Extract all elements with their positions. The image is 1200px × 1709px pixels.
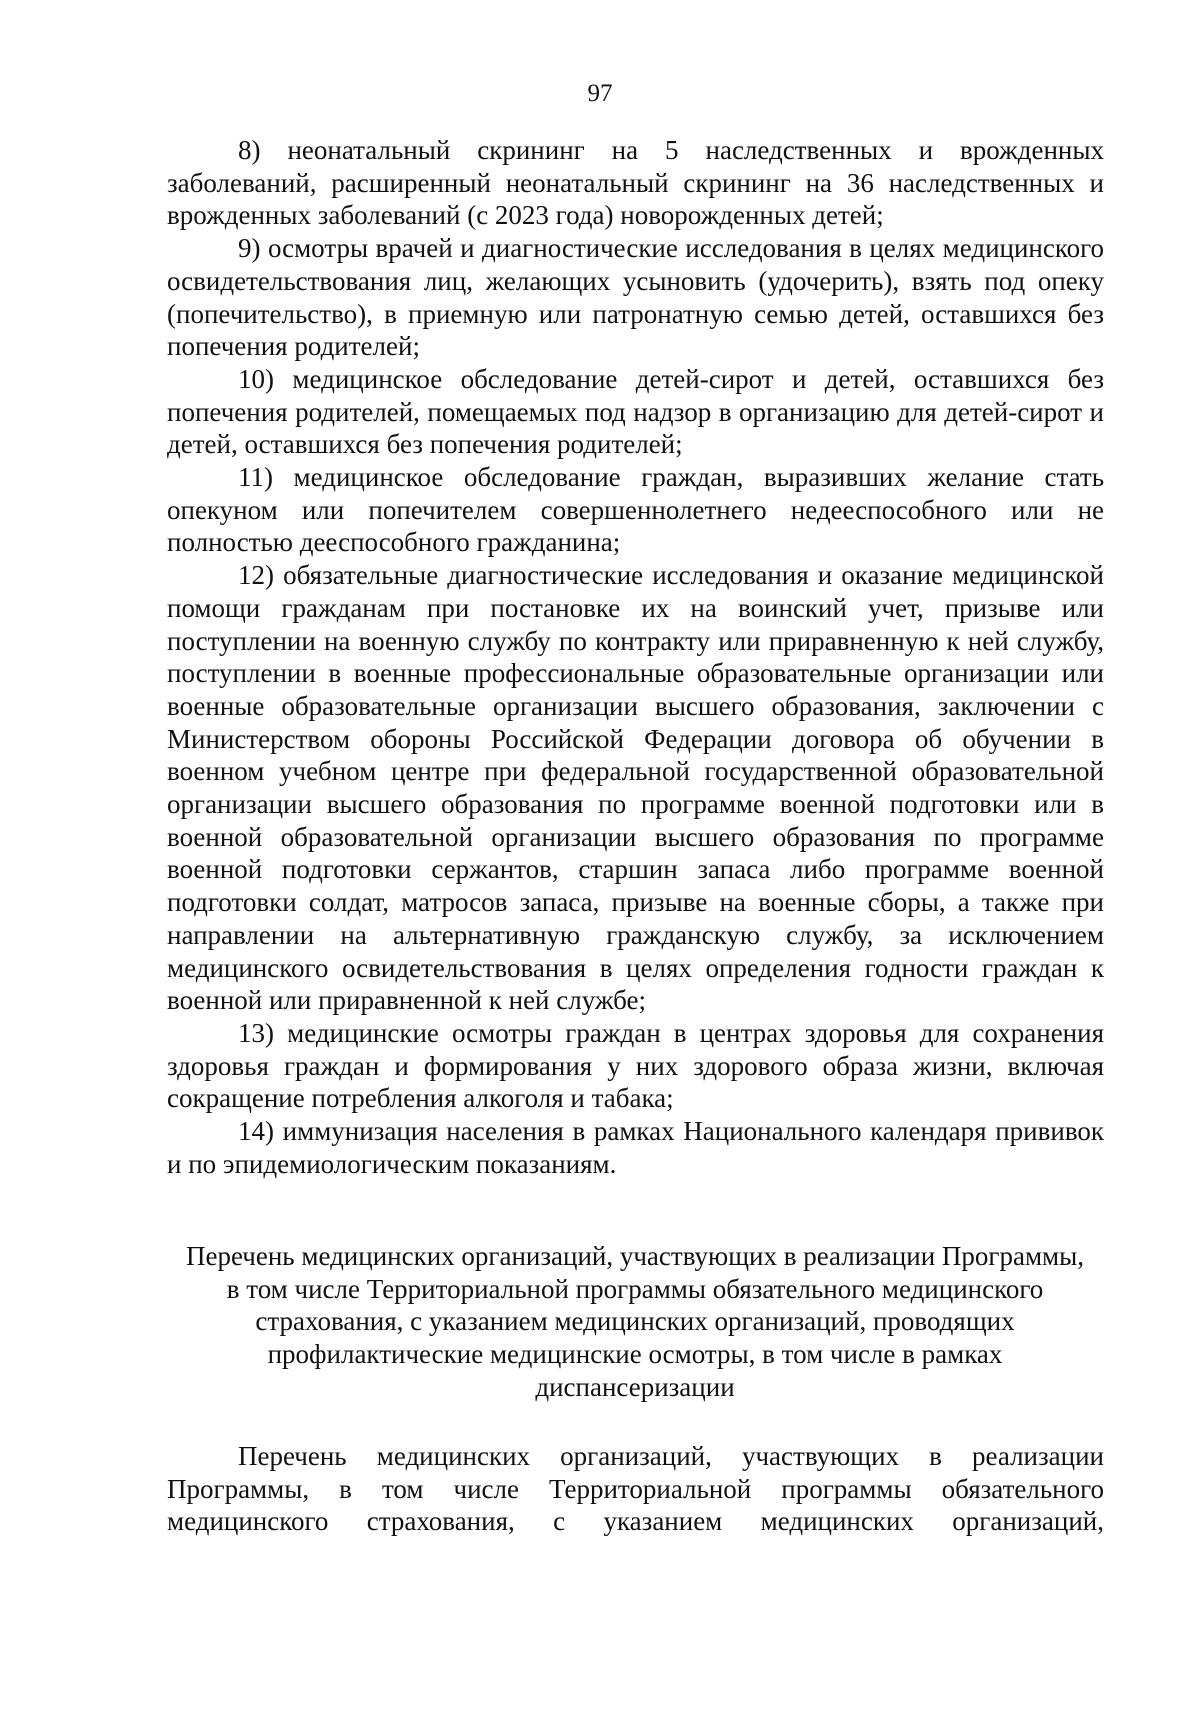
list-item-number: 9) <box>238 233 261 264</box>
list-item <box>167 1017 1104 1115</box>
list-item-text: медицинское обследование граждан, выразивших желание стать опекуном или попечителем совершеннолетнего недееспособного или не полностью дееспособного гражданина; <box>167 462 1105 558</box>
list-item <box>167 134 1104 232</box>
section-heading-line: страхования, с указанием медицинских организаций, проводящих <box>255 1306 1015 1337</box>
list-item-text: иммунизация населения в рамках Национального календаря прививок и по эпидемиологическим показаниям. <box>167 1116 1105 1179</box>
list-item <box>167 1115 1104 1180</box>
list-item <box>167 559 1104 1017</box>
list-item-number: 11) <box>238 462 273 493</box>
list-item-text: неонатальный скрининг на 5 наследственных и врожденных заболеваний, расширенный неонатальный скрининг на 36 наследственных и врожденных заболеваний (с 2023 года) новорожденных детей; <box>167 135 1105 231</box>
services-list <box>167 134 1104 1181</box>
list-item-number: 14) <box>238 1116 274 1147</box>
section-heading <box>160 1240 1110 1404</box>
section-heading-line: профилактические медицинские осмотры, в том числе в рамках <box>267 1339 1003 1370</box>
page-number: 97 <box>587 80 613 107</box>
list-item-number: 8) <box>238 135 261 165</box>
list-item-text: медицинское обследование детей-сирот и детей, оставшихся без попечения родителей, помещаемых под надзор в организацию для детей-сирот и детей, оставшихся без попечения родителей; <box>167 363 1105 460</box>
final-paragraph: Перечень медицинских организаций, участвующих в реализации Программы, в том числе Территориальной программы обязательного медицинского страхования, с указанием медицинских организаций, <box>167 1441 1104 1537</box>
list-item-number: 10) <box>238 363 274 394</box>
section-heading-line: диспансеризации <box>535 1371 735 1402</box>
section-heading-line: Перечень медицинских организаций, участвующих в реализации Программы, <box>185 1241 1085 1271</box>
list-item-text: осмотры врачей и диагностические исследования в целях медицинского освидетельствования лиц, желающих усыновить (удочерить), взять под опеку (попечительство), в приемную или патронатную семью детей, оставшихся без попечения родителей; <box>167 233 1105 362</box>
list-item-number: 13) <box>238 1017 274 1048</box>
section-heading-line: в том числе Территориальной программы обязательного медицинского <box>226 1273 1044 1304</box>
list-item-text: медицинские осмотры граждан в центрах здоровья для сохранения здоровья граждан и формирования у них здорового образа жизни, включая сокращение потребления алкоголя и табака; <box>167 1017 1104 1114</box>
list-item-text: обязательные диагностические исследования и оказание медицинской помощи гражданам при постановке их на воинский учет, призыве или поступлении на военную службу по контракту или приравненную к ней службу, поступлении в военные профессиональные образовательные организации или военные образовательные организации высшего образования, заключении с Министерством обороны Российской Федерации договора об обучении в военном учебном центре при федеральной государственной образовательной организации высшего образования по программе военной подготовки или в военной образовательной организации высшего образования по программе военной подготовки сержантов, старшин запаса либо программе военной подготовки солдат, матросов запаса, призыве на военные сборы, а также при направлении на альтернативную гражданскую службу, за исключением медицинского освидетельствования в целях определения годности граждан к военной или приравненной к ней службе; <box>167 560 1105 1016</box>
list-item <box>167 363 1104 461</box>
list-item-number: 12) <box>238 560 274 591</box>
list-item <box>167 232 1104 363</box>
list-item <box>167 461 1104 559</box>
